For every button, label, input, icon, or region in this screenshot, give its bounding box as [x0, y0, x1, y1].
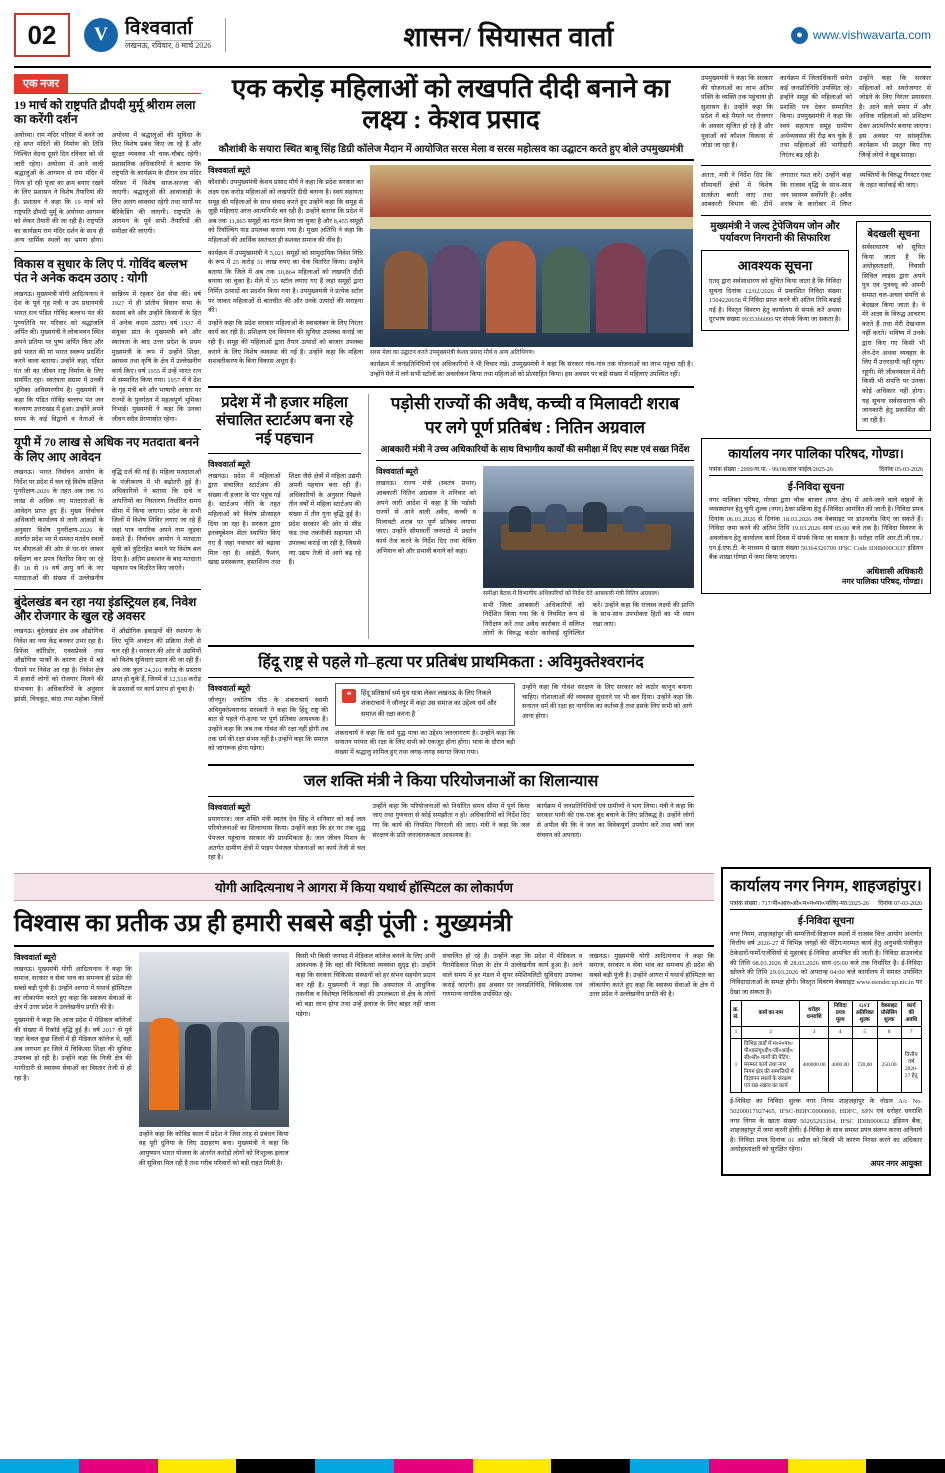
left-article-3: [14, 435, 201, 583]
lead-body-1: कौशांबी। उपमुख्यमंत्री केशव प्रसाद मौर्य ने कहा कि प्रदेश सरकार का लक्ष्य एक करोड़ महिलाओं को लखपति दीदी बनाना है। स्वयं सहायता समूह की महिलाओं के साथ संवाद करते हुए उन्होंने कहा कि समूह से जुड़ी महिलाएं आज आत्मनिर्भर बन रही हैं। उन्होंने बताया कि प्रदेश में अब तक 11,865 समूहों का गठन किया जा चुका है और 8,455 समूहों को रिवॉल्विंग फंड उपलब्ध कराया गया है। मुख्य अतिथि ने कहा कि महिलाओं की आर्थिक स्वतंत्रता ही सशक्त समाज की नींव है।: [208, 179, 363, 244]
column-right: [701, 74, 931, 863]
column-middle: [208, 74, 694, 863]
masthead: [14, 8, 931, 68]
lead-body-4: कार्यक्रम में जनप्रतिनिधियों एवं अधिकारियों ने भी विचार रखे। उपमुख्यमंत्री ने कहा कि सरकार गांव-गांव तक योजनाओं का लाभ पहुंचा रही है। उन्होंने मेले में लगे सभी स्टॉलों का अवलोकन किया तथा महिलाओं को प्रोत्साहित किया। इस अवसर पर बड़ी संख्या में महिलाएं उपस्थित रहीं।: [370, 361, 693, 379]
bottom-right: [721, 867, 931, 1183]
cell-1-4: 720.00: [852, 1039, 877, 1093]
story-shankaracharya: [208, 653, 694, 758]
cell-0-5: 6: [877, 1027, 901, 1039]
bottom-body-6: लखनऊ। मुख्यमंत्री योगी आदित्यनाथ ने कहा कि समाज, सरकार व सेवा भाव का समन्वय ही प्रदेश की सबसे बड़ी पूंजी है। उन्होंने आगरा में यथार्थ हॉस्पिटल का लोकार्पण करते हुए कहा कि स्वास्थ्य सेवाओं के क्षेत्र में उत्तर प्रदेश ने उल्लेखनीय प्रगति की है।: [589, 952, 715, 999]
notice-etender-title: ई-निविदा सूचना: [787, 481, 845, 493]
bottom-section: [14, 867, 931, 1183]
logo-edition: लखनऊ, रविवार, 8 मार्च 2026: [125, 41, 212, 51]
notice-title: बेदखली सूचना: [867, 228, 920, 240]
logo-name: विश्ववार्ता: [125, 18, 193, 40]
recommendation-headline: मुख्यमंत्री ने जल्द ट्रेपेजियम जोन और पर्यावरण निगरानी की सिफारिश: [710, 220, 840, 244]
article-headline: 19 मार्च को राष्ट्रपति द्रौपदी मुर्मू श्रीराम लला का करेंगी दर्शन: [14, 98, 196, 127]
th-4: GST अतिरिक्त शुल्क: [852, 1001, 877, 1027]
page-body: [14, 74, 931, 863]
cell-1-3: 4000.00: [828, 1039, 852, 1093]
cell-0-1: 2: [742, 1027, 800, 1039]
notice-body: नगर पालिका परिषद, गोण्डा द्वारा चौक बाजार (नगर क्षेत्र) में आने-जाने वाले वाहनों के व्यवस्थापन हेतु चुंगी शुल्क (नगर) ठेका प्रक्रिया हेतु ई-निविदा आमंत्रित की जाती है। निविदा प्रपत्र दिनांक 06.03.2026 से दिनांक 18.03.2026 तक वेबसाइट पर डाउनलोड किए जा सकते हैं। निविदा जमा करने की अंतिम तिथि 19.03.2026 सायं 05:00 बजे तक है। निविदा विवरण के अवलोकन हेतु कार्यालय कार्य दिवस में संपर्क किया जा सकता है। धरोहर राशि आर.टी.जी.एस./एन.ई.एफ.टी. के माध्यम से खाता संख्या 50364326709 IFSC Code IDIB000C637 इंडियन बैंक शाखा गोण्डा में जमा किया जाएगा।: [709, 496, 923, 562]
cell-1-1: विभिन्न वार्डों में म०न०पा०/पी०डब्ल्यू०डी०/जी०आई०/सी०सी० मार्गों की पेंटिंग/मरम्मत कार्य तथा नगर निगम क्षेत्र की सम्पत्तियों में विज्ञापन स्थलों के संरक्षण एवं रख-रखाव का कार्य: [742, 1039, 800, 1093]
article-body: लखनऊ। मुख्यमंत्री योगी आदित्यनाथ ने देश के पूर्व गृह मंत्री व उप प्रधानमंत्री भारत रत्न पंडित गोविंद बल्लभ पंत की पुण्यतिथि पर परिवार को श्रद्धांजलि अर्पित की। मुख्यमंत्री ने लोकभवन स्थित अपने प्रतिमा पर पुष्प अर्पित किए और इसे भारत की मां भारत स्वरूप प्रदर्शित करने वाला बताया। उन्होंने कहा, पंडित पंत जी का जीवन राष्ट्र निर्माण के लिए समर्पित रहा। स्वतंत्रता संग्राम में उनकी भूमिका अविस्मरणीय है। मुख्यमंत्री ने कहा कि पंडित गोविंद बल्लभ पंत जन कल्याण उत्तराखंड में हुआ। उन्होंने अपने समय के कई विद्वानों व नेताओं के सान्निध्य में रहकर देश सेवा की। वर्ष 1927 में ही प्रांतीय विधान सभा के सदस्य बने और उन्होंने किसानों के हित में अनेक कदम उठाए। वर्ष 1937 में संयुक्त प्रांत के मुख्यमंत्री बने और स्वतंत्रता के बाद उत्तर प्रदेश के प्रथम मुख्यमंत्री के रूप में उन्होंने शिक्षा, स्वास्थ्य तथा कृषि के क्षेत्र में उल्लेखनीय कार्य किए। वर्ष 1955 में उन्हें भारत रत्न से सम्मानित किया गया। 1957 में वे देश के गृह मंत्री बने और भाषायी आधार पर राज्यों के पुनर्गठन में महत्वपूर्ण भूमिका निभाई। मुख्यमंत्री ने कहा कि उनका जीवन सदैव प्रेरणास्रोत रहेगा।: [14, 290, 201, 423]
table-row: [731, 1039, 922, 1093]
cell-1-6: वित्तीय वर्ष 2026-27 हेतु: [901, 1039, 921, 1093]
table-row: [731, 1027, 922, 1039]
notice-body: नगर निगम, शाहजहांपुर की सम्पत्तियों/विज्ञापन स्थलों में राजस्व वित्त आयोग अन्तर्गत वित्तीय वर्ष 2026-27 में विभिन्न जगहों की पेंटिंग/मरम्मत कार्य हेतु अनुभवी/पंजीकृत ठेकेदारों/फर्मों/एजेंसियों से मुहरबंद ई-निविदा आमंत्रित की जाती है। निविदा डाउनलोड की तिथि 08.03.2026 से 28.03.2026 सायं 05:00 बजे तक निर्धारित है। ई-निविदा खोलने की तिथि 29.03.2026 को अपरान्ह 04:00 बजे कार्यालय में समस्त उपस्थित निविदादाताओं के समक्ष होगी। विस्तृत विवरण वेबसाइट www.etender.up.nic.in पर देखा जा सकता है।: [730, 930, 922, 996]
bottom-body-4: किसी भी किसी जनपद में मेडिकल कॉलेज बनाने के लिए अभी आवश्यक है कि वहां की चिकित्सा व्यवस्था सुदृढ़ हो। उन्होंने कहा कि सरकार चिकित्सा संस्थानों को हर संभव सहयोग प्रदान कर रही है। मुख्यमंत्री ने कहा कि अस्पताल में आधुनिक तकनीक व विशेषज्ञ चिकित्सकों की उपलब्धता से क्षेत्र के लोगों को बड़ा लाभ होगा तथा उन्हें इलाज के लिए बाहर नहीं जाना पड़ेगा।: [295, 952, 436, 1018]
left-article-2: [14, 257, 201, 424]
notice-title: कार्यालय नगर पालिका परिषद, गोण्डा।: [728, 445, 904, 461]
hospital-inauguration-photo: [139, 952, 289, 1127]
lead-subhead: कौशांबी के सयारा स्थित बाबू सिंह डिग्री कॉलेज मैदान में आयोजित सरस मेला व सरस महोत्सव का उद्घाटन करते हुए बोले उपमुख्यमंत्री: [218, 144, 684, 156]
page-title: शासन/ सियासत वार्ता: [403, 21, 614, 52]
story-body: लखनऊ। प्रदेश में महिलाओं द्वारा संचालित स्टार्टअप की संख्या नौ हजार के पार पहुंच गई है। स्टार्टअप नीति के तहत महिलाओं को विशेष प्रोत्साहन दिया जा रहा है। सरकार द्वारा इनक्यूबेशन सेंटर स्थापित किए गए हैं जहां नवाचार को बढ़ावा मिल रहा है। आईटी, फैशन, खाद्य प्रसंस्करण, हस्तशिल्प तथा शिक्षा जैसे क्षेत्रों में महिला उद्यमी अपनी पहचान बना रही हैं। अधिकारियों के अनुसार पिछले तीन वर्षों में महिला स्टार्टअप की संख्या में तीन गुना वृद्धि हुई है। प्रदेश सरकार की ओर से सीड फंड तथा तकनीकी सहायता भी उपलब्ध कराई जा रही है, जिससे नए उद्यम तेजी से आगे बढ़ रहे हैं।: [208, 472, 361, 567]
notice-date: दिनांक 05-03-2026: [879, 466, 923, 473]
th-6: कार्य की अवधि: [901, 1001, 921, 1027]
byline: विश्ववार्ता ब्यूरो: [208, 166, 251, 176]
byline: विश्ववार्ता ब्यूरो: [208, 802, 251, 812]
notice-title: कार्यालय नगर निगम, शाहजहांपुर।: [730, 877, 922, 895]
article-body: अयोध्या। राम मंदिर परिसर में बनने जा रहे सप्त मंदिरों की निर्माण की तिथि निश्चित वेदना दूसरे दिन रविवार को भी जारी रहेगा। अयोध्या में आने वाली श्रद्धालुओं के आगमन से राम मंदिर में नित्य हो रही पूजा का क्रम बनाए रखने के लिए प्रशासन ने विशेष तैयारियां की हैं। प्रशासन ने कहा कि 19 मार्च को राष्ट्रपति द्रौपदी मुर्मू के अयोध्या आगमन को लेकर तैयारी की जा रही है। राष्ट्रपति का कार्यक्रम राम मंदिर दर्शन के साथ ही अन्य धार्मिक स्थलों का भ्रमण होगा। अयोध्या में श्रद्धालुओं की सुविधा के लिए विशेष प्रबंध किए जा रहे हैं और सुरक्षा व्यवस्था भी चाक-चौबंद रहेगी। प्रशासनिक अधिकारियों ने बताया कि राष्ट्रपति के कार्यक्रम के दौरान राम मंदिर परिसर में विशेष साज-सज्जा की जाएगी। श्रद्धालुओं की आवाजाही के लिए अलग व्यवस्था रहेगी तथा मार्गों पर बैरिकेडिंग की जाएगी। राष्ट्रपति के आगमन के पूर्व सभी तैयारियों की समीक्षा की जाएगी।: [14, 131, 201, 245]
notice-ref: पत्रांक संख्या : 2099/ना.पा. - 99/08/वाल फाईल/2025-26: [709, 466, 833, 473]
notice-body: सर्वसाधारण को सूचित किया जाता है कि अधोहस्ताक्षरी, निवासी सिविल लाइंस द्वारा अपने पुत्र एवं पुत्रवधू को अपनी समस्त चल-अचल संपत्ति से बेदखल किया जाता है। वे मेरे आज्ञा के विरुद्ध आचरण करते हैं तथा मेरी देखभाल नहीं करते। भविष्य में उनके द्वारा किए गए किसी भी लेन-देन अथवा व्यवहार के लिए मैं उत्तरदायी नहीं रहूंगा/रहूंगी। मेरे जीवनकाल में मेरी किसी भी संपत्ति पर उनका कोई अधिकार नहीं होगा। यह सूचना सर्वसाधारण की जानकारी हेतु प्रकाशित की जा रही है।: [862, 243, 925, 424]
cell-1-0: 1: [731, 1039, 742, 1093]
story-body-left: जौनपुर। ज्योतिष पीठ के शंकराचार्य स्वामी अविमुक्तेश्वरानंद सरस्वती ने कहा कि हिंदू राष्ट्र की बात से पहले गो-हत्या पर पूर्ण प्रतिबंध आवश्यक है। उन्होंने कहा कि जब तक गोवंश की रक्षा नहीं होगी तब तक धर्म की रक्षा संभव नहीं है। उन्होंने कहा कि समाज को जागरूक होना पड़ेगा।: [208, 697, 328, 753]
bottom-body-1: लखनऊ। मुख्यमंत्री योगी आदित्यनाथ ने कहा कि समाज, सरकार व सेवा भाव का समन्वय ही प्रदेश की सबसे बड़ी पूंजी है। उन्होंने आगरा में यथार्थ हॉस्पिटल का लोकार्पण करते हुए कहा कि स्वास्थ्य सेवाओं के क्षेत्र में उत्तर प्रदेश ने उल्लेखनीय प्रगति की है।: [14, 965, 132, 1012]
article-body: लखनऊ। भारत निर्वाचन आयोग के निर्देश पर प्रदेश में चल रहे विशेष संक्षिप्त पुनरीक्षण-2026 के तहत अब तक 70 लाख से अधिक नए मतदाताओं के आवेदन प्राप्त हुए हैं। मुख्य निर्वाचन अधिकारी कार्यालय से जारी आंकड़ों के अनुसार विशेष पुनरीक्षण-2026 के अंतर्गत प्रदेश भर में समस्त मतदेय स्थलों पर बीएलओ की ओर से घर-घर जाकर सर्वेक्षण कर प्रपत्र वितरित किए जा रहे हैं। 18 से 19 वर्ष आयु वर्ग के नए मतदाताओं की संख्या में उल्लेखनीय वृद्धि दर्ज की गई है। महिला मतदाताओं के पंजीकरण में भी बढ़ोतरी हुई है। अधिकारियों ने बताया कि दावे व आपत्तियों का निस्तारण निर्धारित समय सीमा में किया जाएगा। प्रदेश के सभी जिलों में विशेष शिविर लगाए जा रहे हैं जहां पात्र नागरिक अपने नाम जुड़वा सकते हैं। निर्वाचन आयोग ने मतदाता सूची को त्रुटिरहित बनाने पर विशेष बल दिया है। अंतिम प्रकाशन के बाद मतदाता पहचान पत्र वितरित किए जाएंगे।: [14, 469, 201, 582]
story-subhead: आबकारी मंत्री ने उच्च अधिकारियों के साथ विभागीय कार्यों की समीक्षा में दिए स्पष्ट एवं सख्त निर्देश: [380, 444, 690, 455]
story-body-mid: उन्होंने कहा कि परियोजनाओं को निर्धारित समय सीमा में पूर्ण किया जाए तथा गुणवत्ता से कोई समझौता न हो। अधिकारियों को निर्देश दिए गए कि कार्य की नियमित निगरानी की जाए। मंत्री ने कहा कि जल संरक्षण के प्रति जनजागरूकता आवश्यक है।: [372, 802, 530, 839]
notice-signatory-office: नगर पालिका परिषद, गोण्डा।: [841, 577, 923, 587]
notice-body: एतद् द्वारा सर्वसाधारण को सूचित किया जाता है कि निविदा सूचना दिनांक 12/02/2026 में प्रकाशित निविदा संख्या 1504220658 में निविदा प्राप्त करने की अंतिम तिथि बढ़ाई गई है। विस्तृत विवरण हेतु कार्यालय से संपर्क करें अथवा दूरभाष संख्या 9935366099 पर संपर्क किया जा सकता है।: [709, 277, 841, 324]
story-excise: [368, 394, 694, 639]
cell-1-2: 400000.00: [800, 1039, 828, 1093]
table-header-row: [731, 1001, 922, 1027]
story-headline-line1: पड़ोसी राज्यों की अवैध, कच्ची व मिलावटी शराब: [390, 393, 680, 413]
story-body-mid: सभी जिला आबकारी अधिकारियों को निर्देशित किया गया कि वे नियमित रूप से निरीक्षण करें तथा अवैध कारोबार में संलिप्त लोगों के विरुद्ध कठोर कार्रवाई सुनिश्चित करें। उन्होंने कहा कि राजस्व लक्ष्यों की प्राप्ति के साथ-साथ उपभोक्ता हितों का भी ध्यान रखा जाए।: [483, 601, 694, 638]
story-headline: प्रदेश में नौ हजार महिला संचालित स्टार्टअप बना रहे नई पहचान: [215, 394, 354, 447]
column-left: [14, 74, 201, 863]
th-3: निविदा प्रपत्र मूल्य: [828, 1001, 852, 1027]
notice-gonda: [701, 438, 931, 594]
newspaper-logo: [84, 18, 226, 52]
byline: विश्ववार्ता ब्यूरो: [14, 952, 57, 962]
globe-icon: ●: [791, 27, 808, 44]
mid-row-2: [208, 394, 694, 639]
jump-body-3: उन्होंने कहा कि सरकार महिलाओं को स्वरोजगार से जोड़ने के लिए निरंतर प्रयासरत है। आने वाले समय में और अधिक महिलाओं को प्रशिक्षण देकर आत्मनिर्भर बनाया जाएगा। इस अवसर पर सांस्कृतिक कार्यक्रम भी प्रस्तुत किए गए जिन्हें लोगों ने खूब सराहा।: [859, 75, 931, 159]
story-body-mid: शंकराचार्य ने कहा कि धर्म युद्ध यात्रा का उद्देश्य जनजागरण है। उन्होंने कहा कि सनातन परंपरा की रक्षा के लिए सभी को एकजुट होना होगा। यात्रा के दौरान बड़ी संख्या में श्रद्धालु शामिल हुए तथा जगह-जगह स्वागत किया गया।: [335, 729, 515, 757]
th-5: वेबसाइट प्रोसेसिंग शुल्क: [877, 1001, 901, 1027]
story-headline: जल शक्ति मंत्री ने किया परियोजनाओं का शिलान्यास: [303, 772, 599, 790]
notice-signatory: अपर नगर आयुक्त: [870, 1158, 922, 1168]
bottom-left: [14, 867, 714, 1183]
byline: विश्ववार्ता ब्यूरो: [208, 459, 251, 469]
website-link[interactable]: [791, 27, 931, 44]
pullquote-text: हिंदू प्रतिष्ठार्थ धर्म युध यात्रा लेकर लखनऊ के लिए निकले शंकराचार्य ने जौनपुर में कहा उस समाज का उद्देश्य धर्म और समाज की रक्षा करना है: [361, 690, 497, 718]
excise-jump-body: अंततः, मंत्री ने निर्देश दिए कि सीमावर्ती क्षेत्रों में विशेष सतर्कता बरती जाए तथा आबकारी विभाग की टीमें लगातार गश्त करें। उन्होंने कहा कि राजस्व वृद्धि के साथ-साथ जन स्वास्थ्य सर्वोपरि है। अवैध शराब के कारोबार में लिप्त व्यक्तियों के विरुद्ध गैंगस्टर एक्ट के तहत कार्रवाई की जाए।: [701, 172, 931, 209]
article-headline: यूपी में 70 लाख से अधिक नए मतदाता बनने के लिए आए आवेदन: [14, 435, 200, 464]
jump-body-2: कार्यक्रम में जिलाधिकारी समेत कई जनप्रतिनिधि उपस्थित रहे। इन्होंने समूह की महिलाओं को प्रशस्ति पत्र देकर सम्मानित किया। उपमुख्यमंत्री ने कहा कि स्वयं सहायता समूह ग्रामीण अर्थव्यवस्था की रीढ़ बन चुके हैं तथा महिलाओं की भागीदारी निरंतर बढ़ रही है।: [780, 75, 852, 159]
website-url: www.vishwavarta.com: [812, 28, 931, 42]
ek-nazar-header: [14, 74, 201, 94]
cell-0-2: 3: [800, 1027, 828, 1039]
lead-story: [208, 165, 694, 379]
photo-caption: समीक्षा बैठक में विभागीय अधिकारियों को निर्देश देते आबकारी मंत्री नितिन अग्रवाल।: [483, 591, 660, 598]
notice-bedakhli: [856, 221, 931, 431]
tender-table: [730, 1000, 922, 1093]
lead-headline: एक करोड़ महिलाओं को लखपति दीदी बनाने का लक्ष्य : केशव प्रसाद: [231, 74, 671, 134]
article-headline: बुंदेलखंड बन रहा नया इंडस्ट्रियल हब, निवेश और रोजगार के खुल रहे अवसर: [14, 594, 197, 623]
story-body-left: प्रयागराज। जल शक्ति मंत्री स्वतंत्र देव सिंह ने शनिवार को कई जल परियोजनाओं का शिलान्यास किया। उन्होंने कहा कि हर घर तक शुद्ध पेयजल पहुंचाना सरकार की प्राथमिकता है। जल जीवन मिशन के अंतर्गत ग्रामीण क्षेत्रों में पाइप पेयजल योजनाओं का कार्य तेजी से चल रहा है।: [208, 815, 366, 862]
notice-avashyak-soochna: [701, 250, 849, 331]
pullquote-box: [335, 683, 515, 726]
cell-0-6: 7: [901, 1027, 921, 1039]
cell-1-5: 250.00: [877, 1039, 901, 1093]
th-1: कार्य का नाम: [742, 1001, 800, 1027]
article-headline: विकास व सुधार के लिए पं. गोविंद बल्लभ पंत ने अनेक कदम उठाए : योगी: [14, 257, 188, 286]
th-2: धरोहर धनराशि: [800, 1001, 828, 1027]
story-body-left: लखनऊ। राज्य मंत्री (स्वतंत्र प्रभार) आबकारी नितिन अग्रवाल ने शनिवार को अपने जारी आदेश में कहा है कि पड़ोसी राज्यों से आने वाली अवैध, कच्ची व मिलावटी शराब पर पूर्ण प्रतिबंध लगाया जाए। उन्होंने सीमावर्ती जनपदों में प्रवर्तन कार्य तेज करने के निर्देश दिए तथा चेकिंग अभियान को और प्रभावी बनाने को कहा।: [376, 480, 476, 555]
lead-body-2: कार्यक्रम में उपमुख्यमंत्री ने 5,021 समूहों को सामुदायिक निवेश निधि के रूप में 25 करोड़ 31 लाख रुपए का चेक वितरित किया। उन्होंने बताया कि जिले में अब तक 10,864 महिलाओं को लखपति दीदी बनाया जा चुका है। मेले में 35 स्टॉल लगाए गए हैं जहां समूहों द्वारा निर्मित उत्पादों का प्रदर्शन किया गया है। उपमुख्यमंत्री ने प्रत्येक स्टॉल पर जाकर महिलाओं से बातचीत की और उनके उत्पादों की सराहना की।: [208, 249, 363, 315]
notice-footer: ई-निविदा का निविदा शुल्क नगर निगम शाहजहांपुर के नोडल A/c No. 50200017927465, IFSC-HDFC0000869, HDFC, SPN एवं धरोहर धनराशि नगर निगम के खाता संख्या 50265293184, IFSC IDIB000632 इंडियन बैंक, शाहजहांपुर में जमा करनी होगी। ई-निविदा के साथ समस्त प्रपत्र संलग्न करना अनिवार्य है। निविदा प्रपत्र दिनांक 01 अप्रैल को किसी भी कारण निरस्त करने का अधिकार अधोहस्ताक्षरी को सुरक्षित रहेगा।: [730, 1098, 922, 1154]
story-headline-line2: पर लगे पूर्ण प्रतिबंध : नितिन अग्रवाल: [424, 418, 646, 438]
bottom-headline: विश्वास का प्रतीक उप्र ही हमारी सबसे बड़ी पूंजी : मुख्यमंत्री: [14, 910, 512, 937]
article-body: लखनऊ। बुंदेलखंड क्षेत्र अब औद्योगिक निवेश का नया केंद्र बनकर उभर रहा है। डिफेंस कॉरिडोर, एक्सप्रेसवे तथा औद्योगिक पार्कों के कारण क्षेत्र में बड़े पैमाने पर निवेश आ रहा है। निवेश क्षेत्र में हजारों लोगों को रोजगार मिलने की संभावना है। अधिकारियों के अनुसार झांसी, चित्रकूट, बांदा तथा महोबा जिलों में औद्योगिक इकाइयों की स्थापना के लिए भूमि आवंटन की प्रक्रिया तेजी से चल रही है। सरकार की ओर से उद्यमियों को विशेष सुविधाएं प्रदान की जा रही हैं। अब तक कुल 24,201 करोड़ के प्रस्ताव प्राप्त हो चुके हैं, जिनमें से 12,518 करोड़ के प्रस्तावों पर कार्य प्रारंभ हो चुका है।: [14, 628, 201, 703]
jump-body-1: उपमुख्यमंत्री ने कहा कि सरकार की योजनाओं का लाभ अंतिम पंक्ति के व्यक्ति तक पहुंचाना ही सुशासन है। उन्होंने कहा कि प्रदेश में बड़े पैमाने पर रोजगार के अवसर सृजित हो रहे हैं और युवाओं को कौशल विकास से जोड़ा जा रहा है।: [701, 75, 773, 150]
lead-body-3: उन्होंने कहा कि प्रदेश सरकार महिलाओं के स्वावलंबन के लिए निरंतर कार्य कर रही है। प्रशिक्षण एवं विपणन की सुविधा उपलब्ध कराई जा रही है। समूह की महिलाओं द्वारा तैयार उत्पादों को बाजार उपलब्ध कराने के लिए विशेष व्यवस्था की गई है। उन्होंने कहा कि महिला सशक्तीकरण के बिना विकास अधूरा है।: [208, 319, 363, 366]
quote-icon: ❝: [342, 689, 356, 703]
bottom-body-3: उन्होंने कहा कि कोविड काल में प्रदेश ने जिस तरह से प्रबंधन किया वह पूरी दुनिया के लिए उदाहरण बना। मुख्यमंत्री ने कहा कि आयुष्मान भारत योजना के अंतर्गत करोड़ों लोगों को निःशुल्क इलाज की सुविधा मिल रही है तथा गरीब परिवारों को बड़ी राहत मिली है।: [138, 1130, 289, 1167]
notice-etender-title: ई-निविदा सूचना: [797, 915, 855, 927]
notice-ref: पत्रांक संख्या : 717/पी०आर०ओ०/म०न०पा०/नलिए-मत/2025-26: [730, 900, 869, 907]
story-body-right: कार्यक्रम में जनप्रतिनिधियों एवं ग्रामीणों ने भाग लिया। मंत्री ने कहा कि सरकार पानी की एक-एक बूंद बचाने के लिए प्रतिबद्ध है। उन्होंने लोगों से अपील की कि वे जल का विवेकपूर्ण उपयोग करें तथा वर्षा जल संचयन को अपनाएं।: [536, 802, 694, 839]
byline: विश्ववार्ता ब्यूरो: [376, 467, 419, 477]
left-article-1: [14, 98, 201, 246]
bottom-body-5: संचालित हो रहे हैं। उन्होंने कहा कि प्रदेश में मेडिकल व पैरामेडिकल शिक्षा के क्षेत्र में उल्लेखनीय कार्य हुआ है। आने वाले समय में हर मंडल में सुपर स्पेशियलिटी सुविधाएं उपलब्ध कराई जाएंगी। इस अवसर पर जनप्रतिनिधि, चिकित्सक एवं गणमान्य नागरिक उपस्थित रहे।: [442, 952, 583, 999]
sarastmela-photo: [370, 165, 693, 347]
cell-0-3: 4: [828, 1027, 852, 1039]
ek-nazar-label: एक नजर: [14, 74, 68, 93]
bottom-banner: योगी आदित्यनाथ ने आगरा में किया यथार्थ हॉस्पिटल का लोकार्पण: [14, 873, 714, 901]
story-body-right: उन्होंने कहा कि गोवंश संरक्षण के लिए सरकार को कठोर कानून बनाना चाहिए। गोशालाओं की व्यवस्था सुधारने पर भी बल दिया। उन्होंने कहा कि सनातन धर्म की रक्षा हर नागरिक का कर्तव्य है तथा इसके लिए सभी को आगे आना होगा।: [522, 684, 692, 720]
story-headline: हिंदू राष्ट्र से पहले गो–हत्या पर प्रतिबंध प्राथमिकता : अविमुक्तेश्वरानंद: [258, 653, 644, 671]
story-startup: [208, 394, 361, 639]
th-0: क्र. सं.: [731, 1001, 742, 1027]
cell-0-4: 5: [852, 1027, 877, 1039]
notice-shahjahanpur: [721, 867, 931, 1176]
notice-title: आवश्यक सूचना: [737, 257, 813, 273]
logo-icon: V: [84, 18, 118, 52]
review-meeting-photo: [483, 466, 694, 588]
notice-date: दिनांक 07-03-2026: [878, 900, 922, 907]
page-number: 02: [14, 13, 70, 57]
right-top-jump: [701, 74, 931, 160]
photo-caption: सरस मेला का उद्घाटन करते उपमुख्यमंत्री केशव प्रसाद मौर्य व अन्य अतिथिगण।: [370, 350, 535, 357]
notice-signatory: अधिशासी अधिकारी: [866, 566, 923, 576]
story-jalshakti: [208, 772, 694, 863]
cell-0-0: 1: [731, 1027, 742, 1039]
bottom-body-2: मुख्यमंत्री ने कहा कि आज प्रदेश में मेडिकल कॉलेजों की संख्या में रिकॉर्ड वृद्धि हुई है। वर्ष 2017 से पूर्व जहां केवल कुछ जिलों में ही मेडिकल कॉलेज थे, वहीं अब लगभग हर जिले में चिकित्सा शिक्षा की सुविधा उपलब्ध हो रही है। उन्होंने कहा कि निजी क्षेत्र की भागीदारी से स्वास्थ्य सेवाओं का विस्तार तेजी से हो रहा है।: [14, 1016, 132, 1082]
byline: विश्ववार्ता ब्यूरो: [208, 684, 251, 694]
cmyk-registration-bar: [0, 1459, 945, 1473]
left-article-4: [14, 595, 201, 705]
